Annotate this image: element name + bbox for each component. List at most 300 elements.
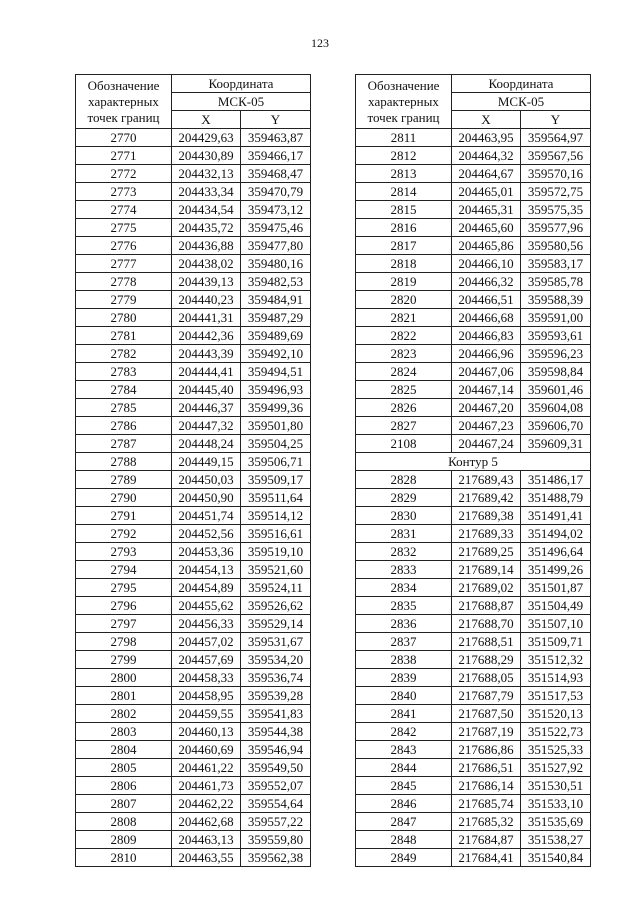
table-row — [76, 795, 311, 813]
table-row — [76, 147, 311, 165]
y-coordinate-cell: 351530,51 — [521, 777, 591, 795]
point-id-cell: 2826 — [356, 399, 452, 417]
point-id-cell: 2843 — [356, 741, 452, 759]
table-row — [356, 597, 591, 615]
y-coordinate-cell: 359484,91 — [241, 291, 311, 309]
x-coordinate-cell: 204432,13 — [172, 165, 241, 183]
table-row — [76, 255, 311, 273]
y-coordinate-cell: 359593,61 — [521, 327, 591, 345]
y-coordinate-cell: 359492,10 — [241, 345, 311, 363]
x-coordinate-cell: 204465,60 — [452, 219, 521, 237]
x-coordinate-cell: 204438,02 — [172, 255, 241, 273]
x-column-header: X — [452, 111, 521, 129]
y-coordinate-cell: 359506,71 — [241, 453, 311, 471]
point-id-cell: 2845 — [356, 777, 452, 795]
table-row — [76, 165, 311, 183]
coordinate-title-header: Координата — [452, 75, 591, 93]
table-row — [356, 759, 591, 777]
x-coordinate-cell: 217688,51 — [452, 633, 521, 651]
x-coordinate-cell: 204465,31 — [452, 201, 521, 219]
y-column-header: Y — [521, 111, 591, 129]
point-id-cell: 2822 — [356, 327, 452, 345]
table-row — [356, 741, 591, 759]
point-id-cell: 2821 — [356, 309, 452, 327]
table-row — [356, 849, 591, 867]
table-row — [356, 615, 591, 633]
point-id-cell: 2837 — [356, 633, 452, 651]
y-coordinate-cell: 359585,78 — [521, 273, 591, 291]
x-coordinate-cell: 204467,23 — [452, 417, 521, 435]
x-column-header: X — [172, 111, 241, 129]
x-coordinate-cell: 204462,22 — [172, 795, 241, 813]
point-id-cell: 2839 — [356, 669, 452, 687]
y-coordinate-cell: 359496,93 — [241, 381, 311, 399]
x-coordinate-cell: 204465,01 — [452, 183, 521, 201]
x-coordinate-cell: 204445,40 — [172, 381, 241, 399]
y-coordinate-cell: 359541,83 — [241, 705, 311, 723]
y-coordinate-cell: 351507,10 — [521, 615, 591, 633]
x-coordinate-cell: 204436,88 — [172, 237, 241, 255]
table-row — [356, 795, 591, 813]
x-coordinate-cell: 217688,87 — [452, 597, 521, 615]
x-coordinate-cell: 217687,19 — [452, 723, 521, 741]
point-id-cell: 2818 — [356, 255, 452, 273]
y-coordinate-cell: 359596,23 — [521, 345, 591, 363]
table-row — [356, 651, 591, 669]
x-coordinate-cell: 204455,62 — [172, 597, 241, 615]
y-column-header: Y — [241, 111, 311, 129]
x-coordinate-cell: 217689,38 — [452, 507, 521, 525]
table-row — [76, 291, 311, 309]
point-id-cell: 2789 — [76, 471, 172, 489]
y-coordinate-cell: 351501,87 — [521, 579, 591, 597]
table-row — [76, 561, 311, 579]
x-coordinate-cell: 204463,55 — [172, 849, 241, 867]
table-row — [356, 363, 591, 381]
table-row — [76, 399, 311, 417]
header-row — [356, 75, 591, 93]
table-row — [356, 165, 591, 183]
x-coordinate-cell: 217687,50 — [452, 705, 521, 723]
point-id-cell: 2809 — [76, 831, 172, 849]
point-id-cell: 2805 — [76, 759, 172, 777]
point-id-cell: 2816 — [356, 219, 452, 237]
table-row — [356, 633, 591, 651]
y-coordinate-cell: 351533,10 — [521, 795, 591, 813]
point-designation-header — [356, 75, 452, 129]
point-id-cell: 2108 — [356, 435, 452, 453]
y-coordinate-cell: 359575,35 — [521, 201, 591, 219]
y-coordinate-cell: 359552,07 — [241, 777, 311, 795]
x-coordinate-cell: 204466,32 — [452, 273, 521, 291]
y-coordinate-cell: 359588,39 — [521, 291, 591, 309]
x-coordinate-cell: 217686,14 — [452, 777, 521, 795]
y-coordinate-cell: 351496,64 — [521, 543, 591, 561]
point-designation-header — [76, 75, 172, 129]
point-id-cell: 2792 — [76, 525, 172, 543]
point-id-cell: 2806 — [76, 777, 172, 795]
y-coordinate-cell: 359598,84 — [521, 363, 591, 381]
x-coordinate-cell: 204433,34 — [172, 183, 241, 201]
point-id-cell: 2771 — [76, 147, 172, 165]
point-id-cell: 2833 — [356, 561, 452, 579]
header-line: характерных — [368, 93, 439, 109]
point-id-cell: 2824 — [356, 363, 452, 381]
y-coordinate-cell: 359501,80 — [241, 417, 311, 435]
table-row — [76, 507, 311, 525]
y-coordinate-cell: 351517,53 — [521, 687, 591, 705]
point-id-cell: 2777 — [76, 255, 172, 273]
point-id-cell: 2812 — [356, 147, 452, 165]
header-line: точек границ — [87, 109, 160, 125]
x-coordinate-cell: 204440,23 — [172, 291, 241, 309]
table-row — [76, 777, 311, 795]
point-id-cell: 2836 — [356, 615, 452, 633]
x-coordinate-cell: 217686,86 — [452, 741, 521, 759]
point-id-cell: 2828 — [356, 471, 452, 489]
x-coordinate-cell: 204456,33 — [172, 615, 241, 633]
point-id-cell: 2807 — [76, 795, 172, 813]
table-row — [76, 597, 311, 615]
table-row — [76, 831, 311, 849]
x-coordinate-cell: 217685,74 — [452, 795, 521, 813]
x-coordinate-cell: 217688,70 — [452, 615, 521, 633]
coordinate-system-header: МСК-05 — [452, 93, 591, 111]
x-coordinate-cell: 217689,33 — [452, 525, 521, 543]
table-row — [76, 381, 311, 399]
x-coordinate-cell: 217689,25 — [452, 543, 521, 561]
point-id-cell: 2838 — [356, 651, 452, 669]
table-row — [76, 723, 311, 741]
y-coordinate-cell: 359609,31 — [521, 435, 591, 453]
table-row — [76, 489, 311, 507]
point-id-cell: 2815 — [356, 201, 452, 219]
table-row — [76, 525, 311, 543]
table-row — [356, 489, 591, 507]
x-coordinate-cell: 217689,14 — [452, 561, 521, 579]
point-id-cell: 2819 — [356, 273, 452, 291]
table-row — [356, 147, 591, 165]
point-id-cell: 2775 — [76, 219, 172, 237]
table-row — [76, 309, 311, 327]
table-row — [356, 687, 591, 705]
x-coordinate-cell: 204467,14 — [452, 381, 521, 399]
y-coordinate-cell: 351504,49 — [521, 597, 591, 615]
x-coordinate-cell: 204467,24 — [452, 435, 521, 453]
table-row — [356, 219, 591, 237]
point-id-cell: 2846 — [356, 795, 452, 813]
x-coordinate-cell: 204466,10 — [452, 255, 521, 273]
x-coordinate-cell: 217684,87 — [452, 831, 521, 849]
y-coordinate-cell: 359531,67 — [241, 633, 311, 651]
point-id-cell: 2849 — [356, 849, 452, 867]
y-coordinate-cell: 359539,28 — [241, 687, 311, 705]
point-id-cell: 2820 — [356, 291, 452, 309]
x-coordinate-cell: 204466,51 — [452, 291, 521, 309]
y-coordinate-cell: 359509,17 — [241, 471, 311, 489]
y-coordinate-cell: 359475,46 — [241, 219, 311, 237]
x-coordinate-cell: 204446,37 — [172, 399, 241, 417]
x-coordinate-cell: 217689,02 — [452, 579, 521, 597]
table-row — [76, 669, 311, 687]
x-coordinate-cell: 204450,03 — [172, 471, 241, 489]
x-coordinate-cell: 204439,13 — [172, 273, 241, 291]
y-coordinate-cell: 351494,02 — [521, 525, 591, 543]
header-line: Обозначение — [367, 77, 440, 93]
point-id-cell: 2799 — [76, 651, 172, 669]
y-coordinate-cell: 359604,08 — [521, 399, 591, 417]
table-row — [76, 543, 311, 561]
header-line: точек границ — [367, 109, 440, 125]
y-coordinate-cell: 359564,97 — [521, 129, 591, 147]
point-id-cell: 2788 — [76, 453, 172, 471]
table-row — [76, 327, 311, 345]
table-row — [356, 237, 591, 255]
x-coordinate-cell: 204444,41 — [172, 363, 241, 381]
table-row — [76, 849, 311, 867]
y-coordinate-cell: 359470,79 — [241, 183, 311, 201]
x-coordinate-cell: 204461,22 — [172, 759, 241, 777]
y-coordinate-cell: 359463,87 — [241, 129, 311, 147]
y-coordinate-cell: 351491,41 — [521, 507, 591, 525]
point-id-cell: 2776 — [76, 237, 172, 255]
x-coordinate-cell: 204448,24 — [172, 435, 241, 453]
y-coordinate-cell: 359524,11 — [241, 579, 311, 597]
point-id-cell: 2830 — [356, 507, 452, 525]
x-coordinate-cell: 204464,32 — [452, 147, 521, 165]
point-id-cell: 2783 — [76, 363, 172, 381]
y-coordinate-cell: 359526,62 — [241, 597, 311, 615]
point-id-cell: 2778 — [76, 273, 172, 291]
y-coordinate-cell: 359562,38 — [241, 849, 311, 867]
point-id-cell: 2823 — [356, 345, 452, 363]
y-coordinate-cell: 359567,56 — [521, 147, 591, 165]
point-id-cell: 2773 — [76, 183, 172, 201]
table-row — [356, 345, 591, 363]
table-row — [76, 759, 311, 777]
y-coordinate-cell: 351522,73 — [521, 723, 591, 741]
y-coordinate-cell: 359504,25 — [241, 435, 311, 453]
x-coordinate-cell: 204429,63 — [172, 129, 241, 147]
x-coordinate-cell: 217685,32 — [452, 813, 521, 831]
x-coordinate-cell: 204463,13 — [172, 831, 241, 849]
y-coordinate-cell: 359468,47 — [241, 165, 311, 183]
y-coordinate-cell: 359536,74 — [241, 669, 311, 687]
table-row — [356, 255, 591, 273]
table-row — [76, 417, 311, 435]
point-id-cell: 2803 — [76, 723, 172, 741]
x-coordinate-cell: 204454,89 — [172, 579, 241, 597]
point-id-cell: 2813 — [356, 165, 452, 183]
point-id-cell: 2782 — [76, 345, 172, 363]
x-coordinate-cell: 204460,69 — [172, 741, 241, 759]
y-coordinate-cell: 359549,50 — [241, 759, 311, 777]
table-row — [356, 327, 591, 345]
table-row — [356, 471, 591, 489]
y-coordinate-cell: 359482,53 — [241, 273, 311, 291]
point-id-cell: 2832 — [356, 543, 452, 561]
point-id-cell: 2811 — [356, 129, 452, 147]
table-row — [356, 435, 591, 453]
x-coordinate-cell: 204430,89 — [172, 147, 241, 165]
y-coordinate-cell: 359511,64 — [241, 489, 311, 507]
table-row — [76, 129, 311, 147]
y-coordinate-cell: 359557,22 — [241, 813, 311, 831]
x-coordinate-cell: 204457,02 — [172, 633, 241, 651]
y-coordinate-cell: 359487,29 — [241, 309, 311, 327]
point-id-cell: 2800 — [76, 669, 172, 687]
x-coordinate-cell: 204447,32 — [172, 417, 241, 435]
y-coordinate-cell: 359583,17 — [521, 255, 591, 273]
table-row — [356, 777, 591, 795]
x-coordinate-cell: 204463,95 — [452, 129, 521, 147]
table-row — [76, 201, 311, 219]
x-coordinate-cell: 204453,36 — [172, 543, 241, 561]
x-coordinate-cell: 204458,33 — [172, 669, 241, 687]
header-line: характерных — [88, 93, 159, 109]
point-id-cell: 2797 — [76, 615, 172, 633]
x-coordinate-cell: 204464,67 — [452, 165, 521, 183]
point-id-cell: 2774 — [76, 201, 172, 219]
y-coordinate-cell: 359544,38 — [241, 723, 311, 741]
coordinates-table-right — [355, 74, 591, 867]
x-coordinate-cell: 204457,69 — [172, 651, 241, 669]
y-coordinate-cell: 359514,12 — [241, 507, 311, 525]
point-id-cell: 2835 — [356, 597, 452, 615]
point-id-cell: 2795 — [76, 579, 172, 597]
table-row — [76, 615, 311, 633]
y-coordinate-cell: 359591,00 — [521, 309, 591, 327]
y-coordinate-cell: 351538,27 — [521, 831, 591, 849]
point-id-cell: 2842 — [356, 723, 452, 741]
table-row — [356, 813, 591, 831]
x-coordinate-cell: 204459,55 — [172, 705, 241, 723]
x-coordinate-cell: 204467,20 — [452, 399, 521, 417]
point-id-cell: 2840 — [356, 687, 452, 705]
table-row — [356, 399, 591, 417]
y-coordinate-cell: 351512,32 — [521, 651, 591, 669]
point-id-cell: 2785 — [76, 399, 172, 417]
table-row — [76, 453, 311, 471]
point-id-cell: 2781 — [76, 327, 172, 345]
point-id-cell: 2784 — [76, 381, 172, 399]
x-coordinate-cell: 204460,13 — [172, 723, 241, 741]
table-row — [76, 219, 311, 237]
table-row — [76, 741, 311, 759]
table-row — [76, 705, 311, 723]
header-row — [76, 75, 311, 93]
page-number: 123 — [311, 36, 329, 50]
y-coordinate-cell: 359570,16 — [521, 165, 591, 183]
table-row — [356, 507, 591, 525]
y-coordinate-cell: 351499,26 — [521, 561, 591, 579]
table-row — [76, 579, 311, 597]
table-row — [356, 579, 591, 597]
point-id-cell: 2794 — [76, 561, 172, 579]
y-coordinate-cell: 359601,46 — [521, 381, 591, 399]
contour-label: Контур 5 — [356, 453, 591, 471]
table-row — [356, 273, 591, 291]
x-coordinate-cell: 204454,13 — [172, 561, 241, 579]
y-coordinate-cell: 359477,80 — [241, 237, 311, 255]
point-id-cell: 2786 — [76, 417, 172, 435]
point-id-cell: 2802 — [76, 705, 172, 723]
table-row — [76, 651, 311, 669]
point-id-cell: 2791 — [76, 507, 172, 525]
point-id-cell: 2801 — [76, 687, 172, 705]
y-coordinate-cell: 359559,80 — [241, 831, 311, 849]
point-id-cell: 2796 — [76, 597, 172, 615]
point-id-cell: 2793 — [76, 543, 172, 561]
table-row — [76, 813, 311, 831]
table-row — [356, 705, 591, 723]
x-coordinate-cell: 204434,54 — [172, 201, 241, 219]
point-id-cell: 2825 — [356, 381, 452, 399]
table-row — [356, 291, 591, 309]
y-coordinate-cell: 359529,14 — [241, 615, 311, 633]
x-coordinate-cell: 217689,42 — [452, 489, 521, 507]
x-coordinate-cell: 217688,05 — [452, 669, 521, 687]
table-row — [356, 723, 591, 741]
y-coordinate-cell: 359606,70 — [521, 417, 591, 435]
x-coordinate-cell: 204443,39 — [172, 345, 241, 363]
y-coordinate-cell: 351525,33 — [521, 741, 591, 759]
table-row — [76, 471, 311, 489]
table-row — [356, 381, 591, 399]
coordinates-table-left — [75, 74, 311, 867]
table-row — [356, 561, 591, 579]
table-row — [76, 435, 311, 453]
point-id-cell: 2770 — [76, 129, 172, 147]
point-id-cell: 2848 — [356, 831, 452, 849]
point-id-cell: 2779 — [76, 291, 172, 309]
point-id-cell: 2780 — [76, 309, 172, 327]
x-coordinate-cell: 204458,95 — [172, 687, 241, 705]
table-row — [356, 183, 591, 201]
x-coordinate-cell: 204462,68 — [172, 813, 241, 831]
x-coordinate-cell: 204461,73 — [172, 777, 241, 795]
table-row — [356, 669, 591, 687]
table-row — [76, 183, 311, 201]
point-id-cell: 2787 — [76, 435, 172, 453]
coordinate-title-header: Координата — [172, 75, 311, 93]
table-row — [356, 129, 591, 147]
point-id-cell: 2827 — [356, 417, 452, 435]
point-id-cell: 2817 — [356, 237, 452, 255]
y-coordinate-cell: 351486,17 — [521, 471, 591, 489]
y-coordinate-cell: 351535,69 — [521, 813, 591, 831]
y-coordinate-cell: 359572,75 — [521, 183, 591, 201]
table-row — [76, 345, 311, 363]
x-coordinate-cell: 217689,43 — [452, 471, 521, 489]
x-coordinate-cell: 204451,74 — [172, 507, 241, 525]
coordinate-system-header: МСК-05 — [172, 93, 311, 111]
table-row — [76, 633, 311, 651]
y-coordinate-cell: 359554,64 — [241, 795, 311, 813]
y-coordinate-cell: 351488,79 — [521, 489, 591, 507]
x-coordinate-cell: 204435,72 — [172, 219, 241, 237]
x-coordinate-cell: 217687,79 — [452, 687, 521, 705]
y-coordinate-cell: 359494,51 — [241, 363, 311, 381]
y-coordinate-cell: 359499,36 — [241, 399, 311, 417]
y-coordinate-cell: 359534,20 — [241, 651, 311, 669]
x-coordinate-cell: 217688,29 — [452, 651, 521, 669]
table-row — [76, 687, 311, 705]
point-id-cell: 2814 — [356, 183, 452, 201]
table-row — [356, 453, 591, 471]
x-coordinate-cell: 217686,51 — [452, 759, 521, 777]
y-coordinate-cell: 351540,84 — [521, 849, 591, 867]
